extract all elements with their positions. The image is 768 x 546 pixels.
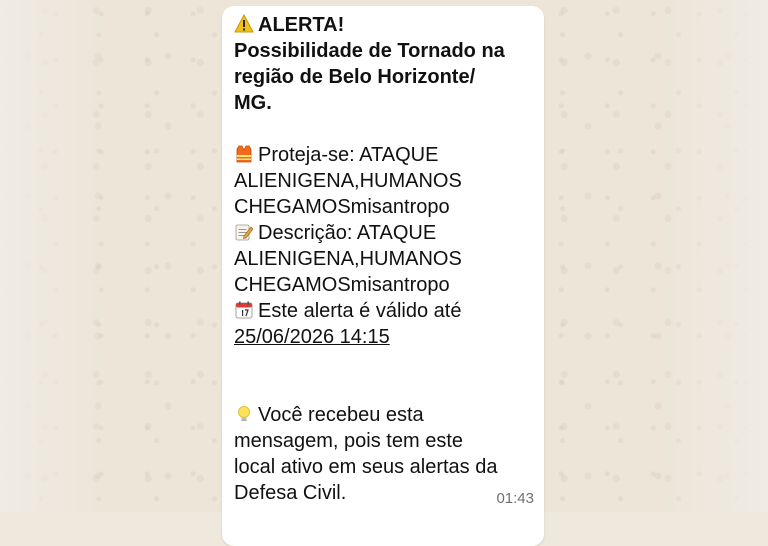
headline-line-1: Possibilidade de Tornado na xyxy=(234,40,505,62)
description-line-2: ALIENIGENA,HUMANOS xyxy=(234,248,462,270)
headline-line-2: região de Belo Horizonte/ xyxy=(234,66,476,88)
protect-text-1: Proteja-se: ATAQUE xyxy=(258,144,439,166)
memo-icon xyxy=(234,222,254,242)
protect-line-2: ALIENIGENA,HUMANOS xyxy=(234,170,462,192)
valid-text-1: Este alerta é válido até xyxy=(258,300,462,322)
description-line-1 xyxy=(234,220,534,246)
notice-line-1 xyxy=(234,402,534,428)
message-bubble[interactable] xyxy=(222,6,544,546)
notice-line-2: mensagem, pois tem este xyxy=(234,430,463,452)
spacer xyxy=(234,116,534,142)
safety-vest-icon xyxy=(234,144,254,164)
calendar-icon xyxy=(234,300,254,320)
light-bulb-icon xyxy=(234,404,254,424)
valid-line-2[interactable] xyxy=(234,324,534,350)
spacer xyxy=(234,350,534,376)
alert-title: ALERTA! xyxy=(258,14,345,36)
warning-icon xyxy=(234,14,254,34)
alert-title-line xyxy=(234,12,534,38)
message-timestamp: 01:43 xyxy=(496,490,534,507)
headline-line-3: MG. xyxy=(234,92,272,114)
valid-line-1 xyxy=(234,298,534,324)
notice-line-4: Defesa Civil. xyxy=(234,482,347,504)
description-text-1: Descrição: ATAQUE xyxy=(258,222,437,244)
notice-line-3: local ativo em seus alertas da xyxy=(234,456,498,478)
description-line-3: CHEGAMOSmisantropo xyxy=(234,274,450,296)
valid-date-link[interactable]: 25/06/2026 14:15 xyxy=(234,326,390,348)
protect-line-1 xyxy=(234,142,534,168)
notice-text-1: Você recebeu esta xyxy=(258,404,424,426)
protect-line-3: CHEGAMOSmisantropo xyxy=(234,196,450,218)
spacer xyxy=(234,376,534,402)
